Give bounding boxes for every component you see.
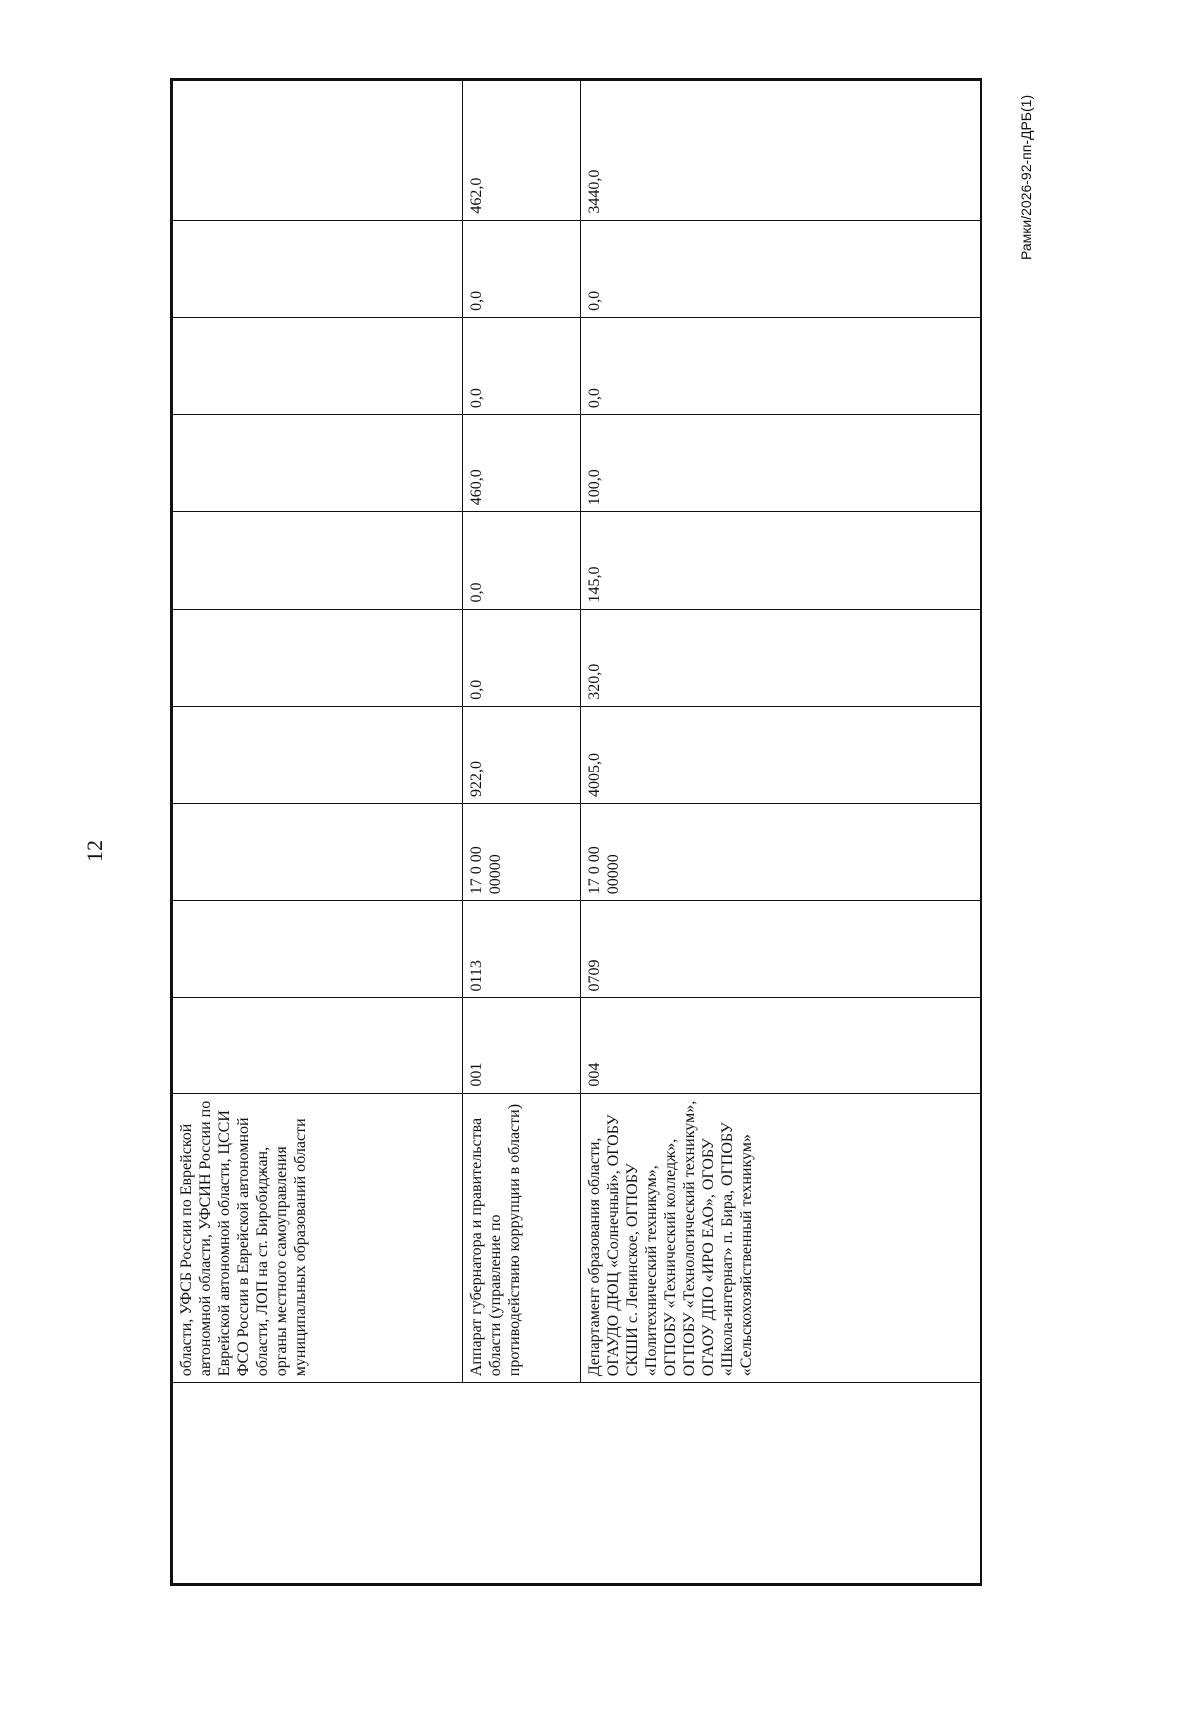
value-cell bbox=[173, 81, 463, 221]
value-cell: 0,0 bbox=[581, 220, 981, 317]
value-cell: 145,0 bbox=[581, 512, 981, 609]
code-cell bbox=[173, 998, 463, 1093]
table-row bbox=[173, 81, 463, 1584]
code-cell: 0113 bbox=[463, 901, 581, 998]
value-cell: 0,0 bbox=[463, 512, 581, 609]
value-cell: 4005,0 bbox=[581, 706, 981, 803]
table-row bbox=[463, 81, 581, 1584]
code-cell: 17 0 00 00000 bbox=[463, 804, 581, 901]
empty-left-cell bbox=[173, 1383, 981, 1584]
value-cell: 460,0 bbox=[463, 415, 581, 512]
org-cell: области, УФСБ России по Еврейской автономной области, УФСИН России по Еврейской автономной области, ЦССИ ФСО России в Еврейской автономной области, ЛОП на ст. Биробиджан, органы местного самоуправления муниципальных образований области bbox=[173, 1093, 463, 1383]
value-cell: 3440,0 bbox=[581, 81, 981, 221]
document-code: Рамки/2026-92-пп-ДРБ(1) bbox=[1018, 94, 1034, 260]
page-number: 12 bbox=[82, 840, 107, 862]
value-cell: 0,0 bbox=[463, 317, 581, 414]
code-cell: 17 0 00 00000 bbox=[581, 804, 981, 901]
org-cell: Департамент образования области, ОГАУДО ДЮЦ «Солнечный», ОГОБУ СКШИ с. Ленинское, ОГПОБУ «Политехнический техникум», ОГПОБУ «Технический колледж», ОГПОБУ «Технологический техникум», ОГАОУ ДПО «ИРО ЕАО», ОГОБУ «Школа-интернат» п. Бира, ОГПОБУ «Сельскохозяйственный техникум» bbox=[581, 1093, 981, 1383]
value-cell bbox=[173, 220, 463, 317]
value-cell bbox=[173, 512, 463, 609]
code-cell bbox=[173, 901, 463, 998]
value-cell: 100,0 bbox=[581, 415, 981, 512]
code-cell: 0709 bbox=[581, 901, 981, 998]
code-cell: 001 bbox=[463, 998, 581, 1093]
code-cell bbox=[173, 804, 463, 901]
value-cell bbox=[173, 415, 463, 512]
budget-table-frame bbox=[170, 78, 982, 1586]
org-cell: Аппарат губернатора и правительства области (управление по противодействию коррупции в области) bbox=[463, 1093, 581, 1383]
value-cell: 462,0 bbox=[463, 81, 581, 221]
value-cell bbox=[173, 706, 463, 803]
value-cell: 0,0 bbox=[581, 317, 981, 414]
value-cell: 0,0 bbox=[463, 609, 581, 706]
budget-table bbox=[172, 80, 981, 1584]
table-row bbox=[581, 81, 981, 1584]
value-cell: 320,0 bbox=[581, 609, 981, 706]
code-cell: 004 bbox=[581, 998, 981, 1093]
value-cell: 0,0 bbox=[463, 220, 581, 317]
value-cell: 922,0 bbox=[463, 706, 581, 803]
value-cell bbox=[173, 317, 463, 414]
value-cell bbox=[173, 609, 463, 706]
